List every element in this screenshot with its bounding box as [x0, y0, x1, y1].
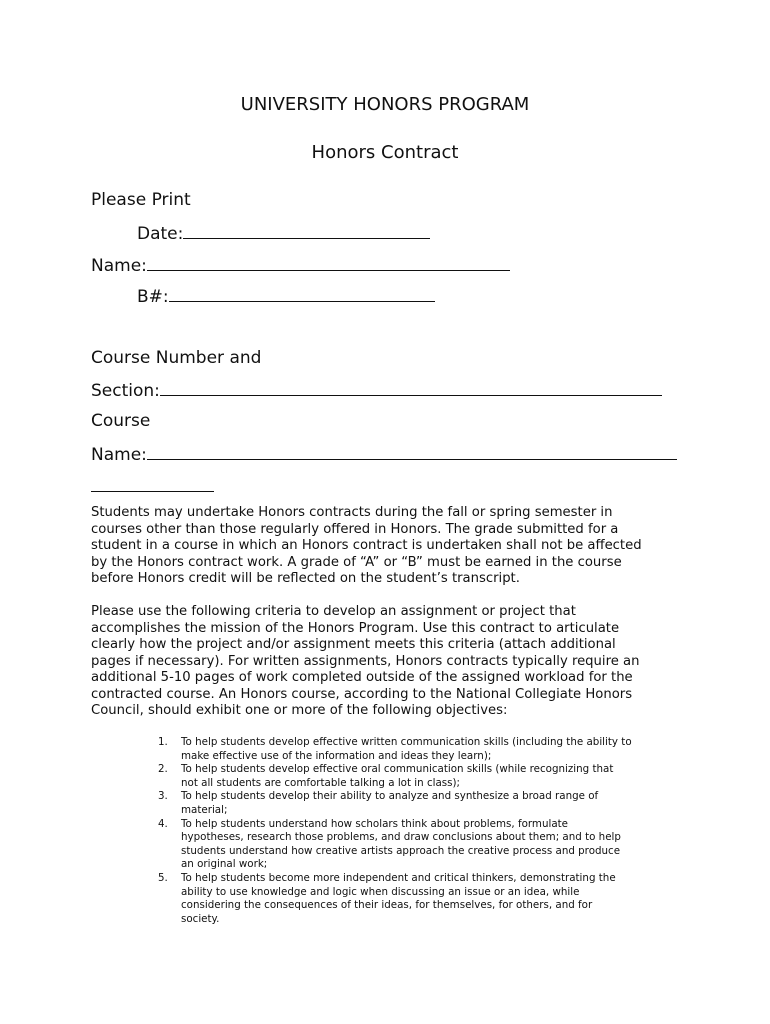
program-title: UNIVERSITY HONORS PROGRAM — [240, 94, 530, 115]
name-field[interactable] — [91, 253, 510, 277]
paragraph-line: before Honors credit will be reflected on the student’s transcript. — [91, 571, 520, 586]
paragraph-line: clearly how the project and/or assignment meets this criteria (attach additional — [91, 637, 616, 652]
objective-line: To help students develop their ability to analyze and synthesize a broad range of — [181, 790, 599, 803]
paragraph-line: courses other than those regularly offered in Honors. The grade submitted for a — [91, 521, 619, 537]
please-print-label: Please Print — [91, 190, 191, 210]
objective-number: 3. — [158, 790, 168, 803]
objective-line: To help students understand how scholars think about problems, formulate — [181, 817, 569, 830]
objective-line: not all students are comfortable talking a lot in class); — [181, 776, 460, 789]
objective-item — [150, 790, 710, 817]
criteria-paragraph — [91, 604, 691, 720]
objective-item — [150, 872, 710, 926]
objective-item — [150, 818, 710, 872]
objective-line: To help students develop effective oral communication skills (while recognizing that — [181, 763, 614, 776]
section-underline[interactable] — [160, 378, 662, 396]
course-number-label-line1: Course Number and — [91, 348, 262, 368]
objective-line: an original work; — [181, 858, 268, 871]
paragraph-line: Please use the following criteria to develop an assignment or project that — [91, 604, 576, 619]
paragraph-line: additional 5-10 pages of work completed outside of the assigned workload for the — [91, 670, 633, 685]
paragraph-line: contracted course. An Honors course, according to the National Collegiate Honors — [91, 686, 633, 702]
course-name-underline-continued[interactable] — [91, 474, 214, 492]
objective-line: considering the consequences of their ideas, for themselves, for others, and for — [181, 899, 593, 912]
paragraph-line: Students may undertake Honors contracts during the fall or spring semester in — [91, 505, 613, 520]
course-name-continuation[interactable] — [91, 474, 214, 498]
section-label: Section: — [91, 381, 160, 401]
paragraph-line: accomplishes the mission of the Honors Program. Use this contract to articulate — [91, 620, 620, 636]
bnumber-field[interactable] — [137, 284, 435, 308]
course-name-label: Name: — [91, 445, 147, 465]
name-label: Name: — [91, 256, 147, 276]
bnumber-underline[interactable] — [169, 284, 435, 302]
objective-number: 1. — [158, 736, 168, 748]
course-name-label-line1: Course — [91, 411, 151, 431]
objective-number: 5. — [158, 871, 168, 884]
paragraph-line: pages if necessary). For written assignments, Honors contracts typically require an — [91, 653, 640, 669]
bnumber-label: B#: — [137, 287, 169, 307]
objective-line: students understand how creative artists approach the creative process and produce — [181, 844, 621, 857]
objective-line: To help students develop effective written communication skills (including the ability to — [181, 736, 632, 748]
objective-line: ability to use knowledge and logic when discussing an issue or an idea, while — [181, 885, 580, 898]
name-underline[interactable] — [147, 253, 510, 271]
paragraph-line: by the Honors contract work. A grade of “A” or “B” must be earned in the course — [91, 554, 622, 570]
objective-line: hypotheses, research those problems, and draw conclusions about them; and to help — [181, 831, 621, 844]
objective-line: society. — [181, 912, 220, 925]
course-name-field[interactable] — [91, 442, 677, 466]
objectives-list — [150, 736, 710, 926]
policy-paragraph — [91, 505, 691, 588]
paragraph-line: Council, should exhibit one or more of the following objectives: — [91, 703, 508, 718]
section-field[interactable] — [91, 378, 662, 402]
date-underline[interactable] — [183, 221, 430, 239]
objective-line: To help students become more independent and critical thinkers, demonstrating the — [181, 871, 616, 884]
date-label: Date: — [137, 224, 184, 244]
contract-title: Honors Contract — [311, 142, 459, 163]
objective-line: make effective use of the information and ideas they learn); — [181, 749, 492, 762]
objective-item — [150, 763, 710, 790]
course-name-underline[interactable] — [147, 442, 677, 460]
objective-number: 2. — [158, 763, 168, 776]
objective-number: 4. — [158, 817, 168, 830]
paragraph-line: student in a course in which an Honors contract is undertaken shall not be affected — [91, 538, 642, 553]
objective-line: material; — [181, 803, 228, 816]
objective-item — [150, 736, 710, 763]
date-field[interactable] — [137, 221, 430, 245]
